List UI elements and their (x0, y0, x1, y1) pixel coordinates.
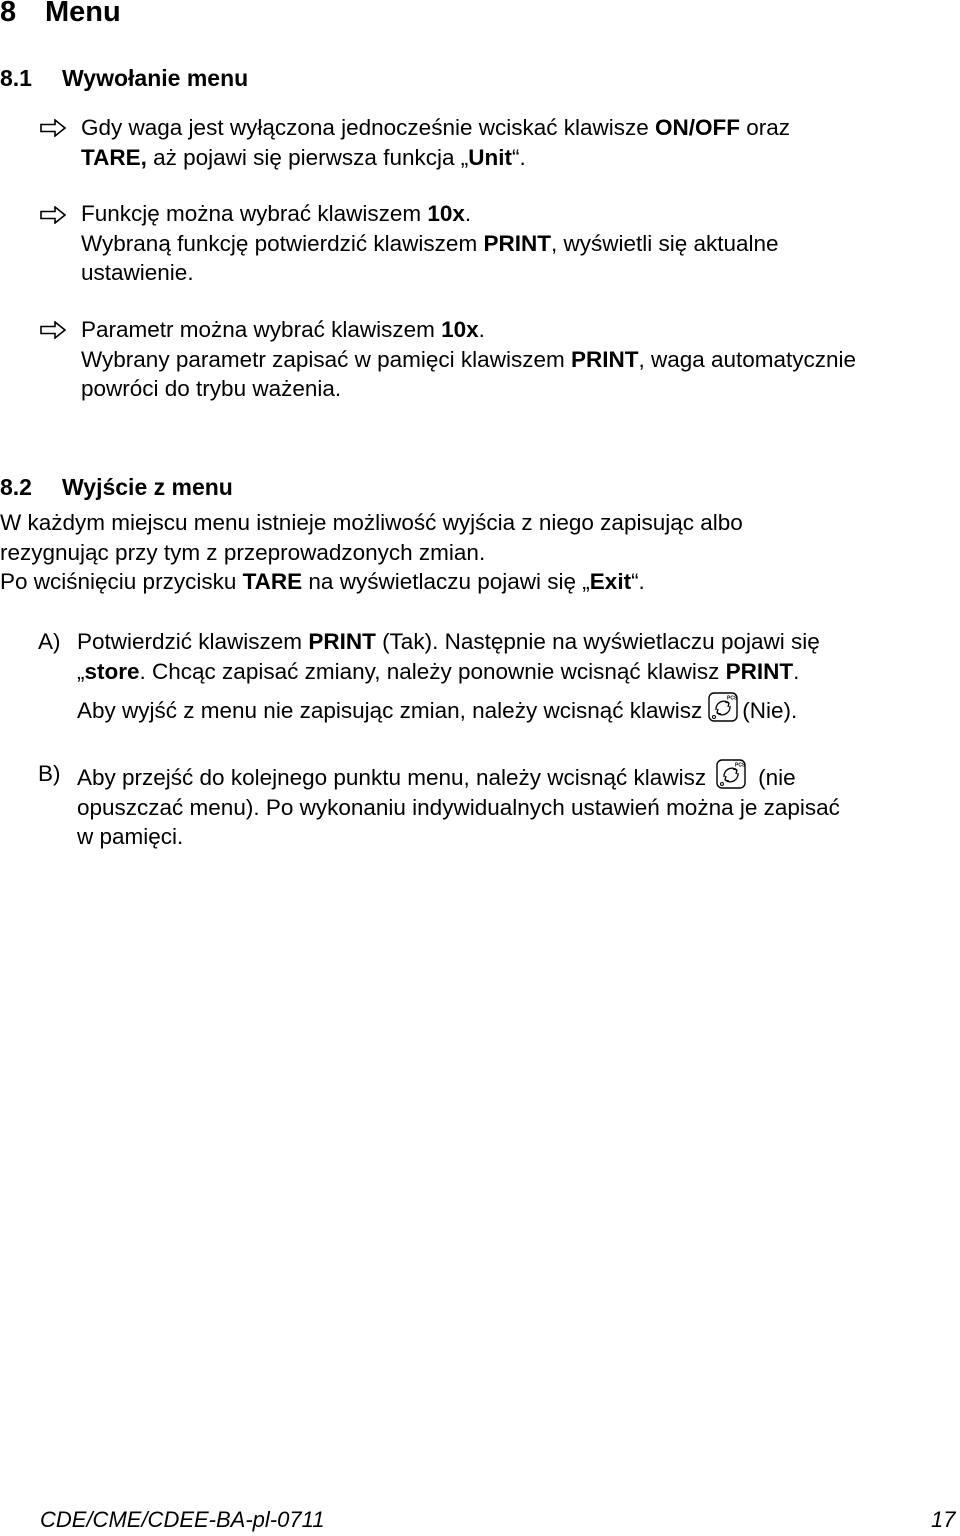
page-number: 17 (931, 1507, 956, 1532)
item-label-b: B) (38, 761, 61, 786)
svg-text:PCS: PCS (735, 762, 746, 769)
list-item: Gdy waga jest wyłączona jednocześnie wciskać klawisze ON/OFF oraz TARE, aż pojawi się pierwsza funkcja „Unit“. (81, 115, 791, 170)
subsection-number: 8.2 (0, 474, 32, 500)
svg-text:PCS: PCS (727, 695, 738, 702)
arrow-right-outline-icon (40, 321, 66, 339)
subsection-title: Wywołanie menu (62, 65, 249, 91)
footer-doc-id: CDE/CME/CDEE-BA-pl-0711 (40, 1507, 325, 1532)
subsection-title: Wyjście z menu (62, 474, 233, 500)
arrow-right-outline-icon (40, 119, 66, 137)
subsection-heading-8-1 (0, 65, 248, 92)
pcs-key-icon (708, 692, 738, 722)
subsection-heading-8-2 (0, 474, 233, 501)
pcs-key-icon (716, 759, 746, 789)
list-item: Potwierdzić klawiszem PRINT (Tak). Następnie na wyświetlaczu pojawi się „store. Chcąc zapisać zmiany, należy ponownie wcisnąć klawisz PRINT. Aby wyjść z menu nie zapisując zmian, należy wcisnąć klawisz PCS (Nie). (77, 629, 820, 723)
section-title: Menu (45, 0, 121, 28)
paragraph: W każdym miejscu menu istnieje możliwość wyjścia z niego zapisując albo rezygnując przy tym z przeprowadzonych zmian. Po wciśnięciu przycisku TARE na wyświetlaczu pojawi się „Exit“. (0, 510, 743, 594)
item-label-a: A) (38, 629, 61, 654)
list-item: Funkcję można wybrać klawiszem 10x. Wybraną funkcję potwierdzić klawiszem PRINT, wyświetli się aktualne ustawienie. (81, 201, 779, 285)
list-item: Aby przejść do kolejnego punktu menu, należy wcisnąć klawisz PCS (nie opuszczać menu). Po wykonaniu indywidualnych ustawień można je zapisać w pamięci. (77, 759, 840, 852)
section-number: 8 (0, 0, 17, 28)
subsection-number: 8.1 (0, 65, 32, 91)
section-heading (0, 0, 121, 29)
arrow-right-outline-icon (40, 206, 66, 224)
list-item: Parametr można wybrać klawiszem 10x. Wybrany parametr zapisać w pamięci klawiszem PRINT, waga automatycznie powróci do trybu ważenia. (81, 317, 857, 401)
